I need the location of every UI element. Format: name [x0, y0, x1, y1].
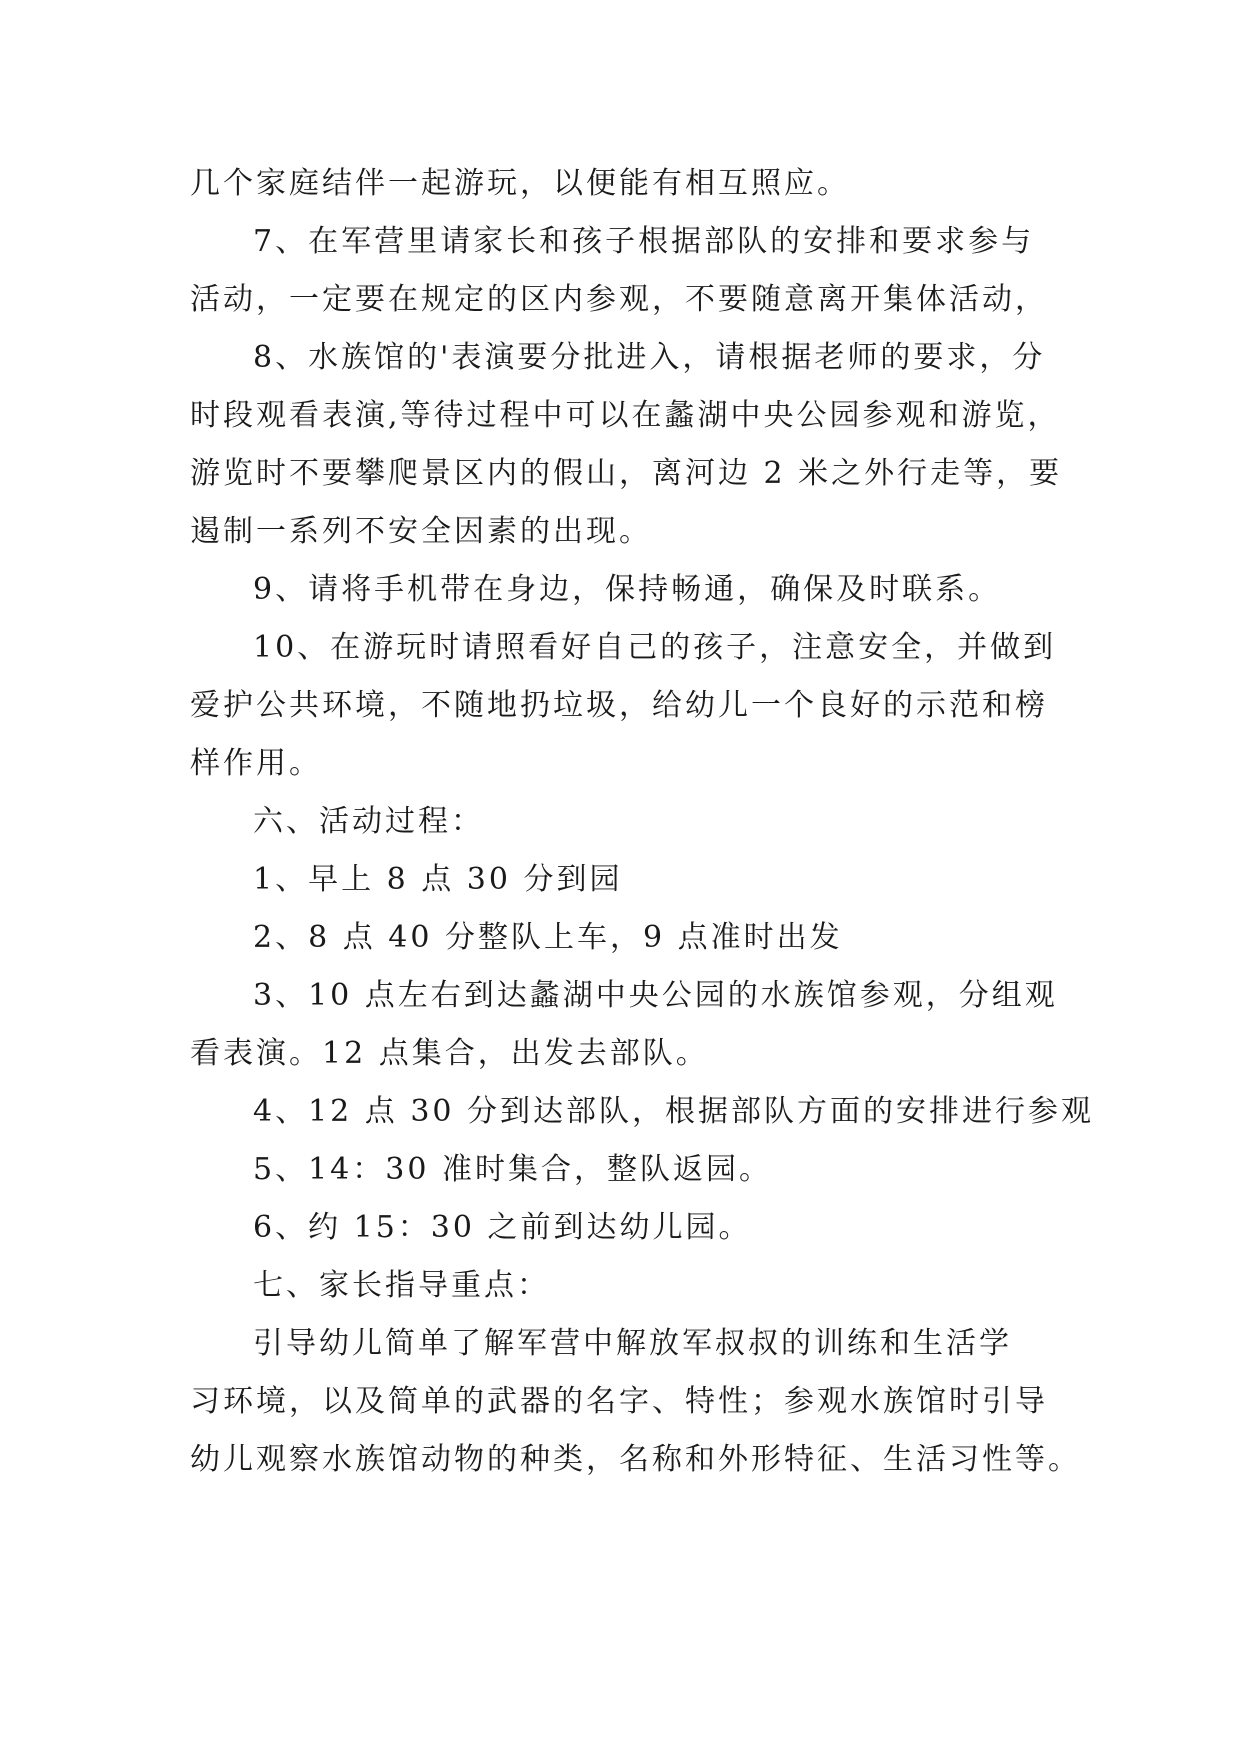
text-line: 8、水族馆的'表演要分批进入，请根据老师的要求，分 — [253, 340, 1046, 375]
text-line: 10、在游玩时请照看好自己的孩子，注意安全，并做到 — [253, 630, 1057, 665]
text-line: 样作用。 — [190, 746, 322, 781]
text-line: 几个家庭结伴一起游玩，以便能有相互照应。 — [190, 166, 850, 201]
text-line: 7、在军营里请家长和孩子根据部队的安排和要求参与 — [253, 224, 1035, 259]
text-line: 6、约 15：30 之前到达幼儿园。 — [253, 1210, 752, 1245]
section-heading: 六、活动过程： — [253, 804, 484, 839]
text-line: 爱护公共环境，不随地扔垃圾，给幼儿一个良好的示范和榜 — [190, 688, 1048, 723]
text-line: 9、请将手机带在身边，保持畅通，确保及时联系。 — [253, 572, 1002, 607]
text-line: 看表演。12 点集合，出发去部队。 — [190, 1036, 709, 1071]
text-line: 5、14：30 准时集合，整队返园。 — [253, 1152, 772, 1187]
text-line: 3、10 点左右到达蠡湖中央公园的水族馆参观，分组观 — [253, 978, 1058, 1013]
section-heading: 七、家长指导重点： — [253, 1268, 550, 1303]
text-line: 游览时不要攀爬景区内的假山，离河边 2 米之外行走等，要 — [190, 456, 1063, 491]
text-line: 1、早上 8 点 30 分到园 — [253, 862, 623, 897]
text-line: 习环境，以及简单的武器的名字、特性；参观水族馆时引导 — [190, 1384, 1048, 1419]
text-line: 幼儿观察水族馆动物的种类，名称和外形特征、生活习性等。 — [190, 1442, 1081, 1477]
text-line: 引导幼儿简单了解军营中解放军叔叔的训练和生活学 — [253, 1326, 1012, 1361]
text-line: 4、12 点 30 分到达部队，根据部队方面的安排进行参观 — [253, 1094, 1095, 1129]
text-line: 2、8 点 40 分整队上车，9 点准时出发 — [253, 920, 843, 955]
text-line: 时段观看表演,等待过程中可以在蠡湖中央公园参观和游览， — [190, 398, 1061, 433]
text-line: 活动，一定要在规定的区内参观，不要随意离开集体活动， — [190, 282, 1048, 317]
text-line: 遏制一系列不安全因素的出现。 — [190, 514, 652, 549]
